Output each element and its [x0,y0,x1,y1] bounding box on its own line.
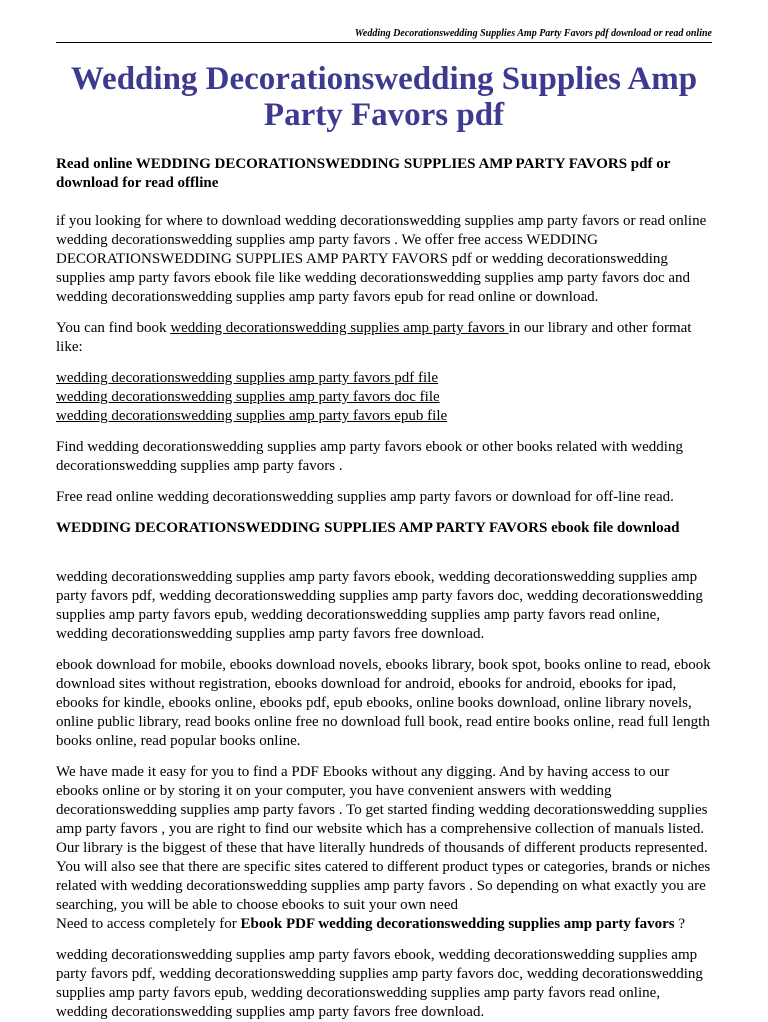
keywords-paragraph-2: wedding decorationswedding supplies amp party favors ebook, wedding decorationswedding supplies amp party favors pdf, wedding decorationswedding supplies amp party favors doc, wedding decorationswedding supplies amp party favors epub, wedding decorationswedding supplies amp party favors read online, wedding decorationswedding supplies amp party favors free download. [56,947,703,1020]
document-page [56,0,712,1022]
about-paragraph-2: Our library is the biggest of these that have literally hundreds of thousands of different products represented. You will also see that there are specific sites catered to different product types or categories, brands or niches related with wedding decorationswedding supplies amp party favors . So depending on what exactly you are searching, you will be able to choose ebooks to suit your own need [56,840,711,913]
intro-paragraph: if you looking for where to download wedding decorationswedding supplies amp party favors or read online wedding decorationswedding supplies amp party favors . We offer free access WEDDING DECORATIONSWEDDING SUPPLIES AMP PARTY FAVORS pdf or wedding decorationswedding supplies amp party favors ebook file like wedding decorationswedding supplies amp party favors doc and wedding decorationswedding supplies amp party favors epub for read online or download. [56,213,707,305]
need-access-prefix: Need to access completely for [56,916,241,932]
subtitle: Read online WEDDING DECORATIONSWEDDING SUPPLIES AMP PARTY FAVORS pdf or download for read offline [56,156,671,191]
free-read-paragraph: Free read online wedding decorationswedding supplies amp party favors or download for off-line read. [56,489,674,505]
related-paragraph: Find wedding decorationswedding supplies amp party favors ebook or other books related with wedding decorationswedding supplies amp party favors . [56,439,683,474]
need-access-suffix: ? [674,916,686,932]
section-heading: WEDDING DECORATIONSWEDDING SUPPLIES AMP PARTY FAVORS ebook file download [56,520,680,536]
find-book-after: in our library and other format like: [56,320,692,355]
pdf-file-link[interactable]: wedding decorationswedding supplies amp party favors pdf file [56,370,438,386]
document-title: Wedding Decorationswedding Supplies Amp Party Favors pdf [70,61,698,133]
format-links [56,369,712,426]
need-access-line [56,915,712,934]
ebook-keywords-paragraph: ebook download for mobile, ebooks download novels, ebooks library, book spot, books online to read, ebook download sites without registration, ebooks download for android, ebooks for android, ebooks for ipad, ebooks for kindle, ebooks online, ebooks pdf, epub ebooks, online books download, online library novels, online public library, read books online free no download full book, read entire books online, read full length books online, read popular books online. [56,657,711,749]
need-access-bold: Ebook PDF wedding decorationswedding supplies amp party favors [240,916,675,932]
keywords-paragraph-1: wedding decorationswedding supplies amp party favors ebook, wedding decorationswedding supplies amp party favors pdf, wedding decorationswedding supplies amp party favors doc, wedding decorationswedding supplies amp party favors epub, wedding decorationswedding supplies amp party favors read online, wedding decorationswedding supplies amp party favors free download. [56,569,703,642]
running-header: Wedding Decorationswedding Supplies Amp Party Favors pdf download or read online [56,28,712,43]
doc-file-link[interactable]: wedding decorationswedding supplies amp party favors doc file [56,389,440,405]
find-book-before: You can find book [56,320,171,336]
about-paragraph-1: We have made it easy for you to find a PDF Ebooks without any digging. And by having access to our ebooks online or by storing it on your computer, you have convenient answers with wedding decorationswedding supplies amp party favors . To get started finding wedding decorationswedding supplies amp party favors , you are right to find our website which has a comprehensive collection of manuals listed. [56,764,708,837]
epub-file-link[interactable]: wedding decorationswedding supplies amp party favors epub file [56,408,448,424]
find-book-paragraph [56,319,712,357]
about-section [56,763,712,934]
book-link[interactable]: wedding decorationswedding supplies amp party favors [170,320,509,336]
